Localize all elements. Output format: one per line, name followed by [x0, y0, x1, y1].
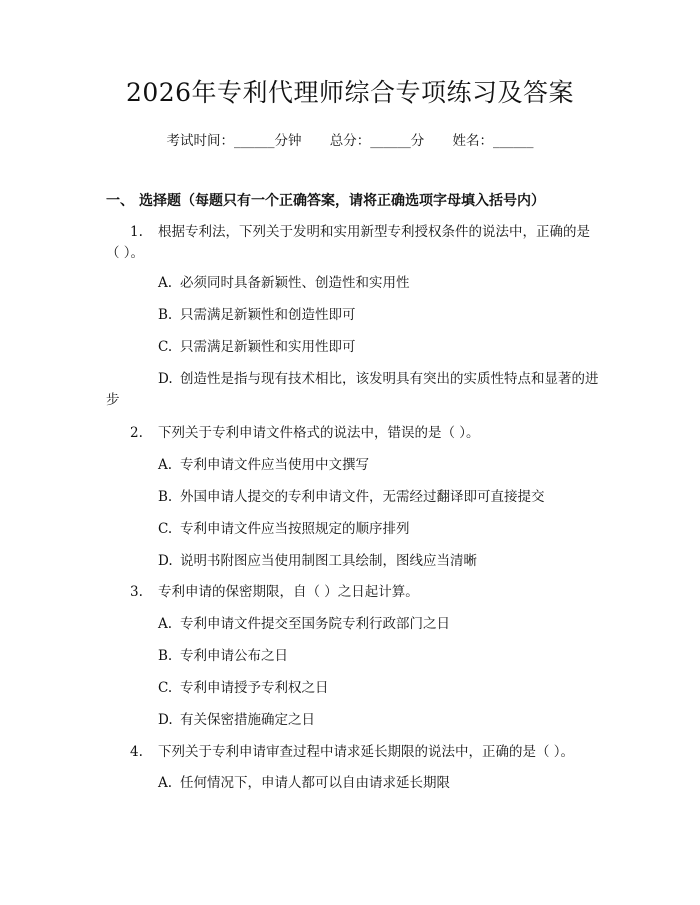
option-3b — [106, 646, 602, 667]
section-title: 选择题（每题只有一个正确答案，请将正确选项字母填入括号内） — [139, 193, 545, 209]
question-4 — [106, 742, 602, 763]
question-text: 下列关于专利申请文件格式的说法中，错误的是（ ）。 — [158, 425, 480, 441]
option-1d — [106, 369, 602, 411]
option-text: 外国申请人提交的专利申请文件，无需经过翻译即可直接提交 — [180, 489, 545, 505]
total-score-field: 总分：______分 — [329, 133, 425, 149]
section-heading — [106, 191, 545, 211]
question-text: 根据专利法，下列关于发明和实用新型专利授权条件的说法中，正确的是（ ）。 — [106, 224, 590, 261]
option-text: 必须同时具备新颖性、创造性和实用性 — [180, 275, 410, 291]
option-letter: A. — [158, 275, 173, 291]
option-letter: B. — [158, 489, 173, 505]
option-letter: D. — [158, 712, 173, 728]
exam-time-field: 考试时间：______分钟 — [166, 133, 302, 149]
option-2d — [106, 551, 602, 572]
option-3d — [106, 710, 602, 731]
option-3c — [106, 678, 602, 699]
exam-info — [0, 131, 700, 151]
option-text: 专利申请授予专利权之日 — [180, 680, 329, 696]
option-letter: D. — [158, 553, 173, 569]
option-text: 说明书附图应当使用制图工具绘制，图线应当清晰 — [180, 553, 477, 569]
option-1c — [106, 337, 602, 358]
option-text: 专利申请文件提交至国务院专利行政部门之日 — [180, 616, 450, 632]
option-text: 创造性是指与现有技术相比，该发明具有突出的实质性特点和显著的进步 — [106, 371, 599, 408]
option-2b — [106, 487, 602, 508]
question-number: 2. — [130, 425, 143, 441]
option-text: 专利申请文件应当按照规定的顺序排列 — [180, 521, 410, 537]
option-letter: C. — [158, 339, 173, 355]
option-text: 只需满足新颖性和实用性即可 — [180, 339, 356, 355]
name-field: 姓名：______ — [452, 133, 534, 149]
option-text: 只需满足新颖性和创造性即可 — [180, 307, 356, 323]
option-letter: A. — [158, 457, 173, 473]
question-1 — [106, 222, 602, 264]
document-title: 2026年专利代理师综合专项练习及答案 — [125, 78, 575, 107]
question-2 — [106, 423, 602, 444]
option-letter: A. — [158, 616, 173, 632]
option-1a — [106, 273, 602, 294]
option-4a — [106, 773, 602, 794]
question-text: 专利申请的保密期限，自（ ）之日起计算。 — [158, 584, 419, 600]
option-text: 有关保密措施确定之日 — [180, 712, 315, 728]
question-3 — [106, 582, 602, 603]
option-text: 专利申请文件应当使用中文撰写 — [180, 457, 369, 473]
option-2a — [106, 455, 602, 476]
question-text: 下列关于专利申请审查过程中请求延长期限的说法中，正确的是（ ）。 — [158, 744, 575, 760]
question-number: 1. — [130, 224, 143, 240]
option-text: 任何情况下，申请人都可以自由请求延长期限 — [180, 775, 450, 791]
question-number: 4. — [130, 744, 143, 760]
question-number: 3. — [130, 584, 143, 600]
option-letter: A. — [158, 775, 173, 791]
option-1b — [106, 305, 602, 326]
option-3a — [106, 614, 602, 635]
section-number: 一、 — [106, 193, 134, 209]
option-letter: C. — [158, 521, 173, 537]
option-letter: B. — [158, 307, 173, 323]
option-2c — [106, 519, 602, 540]
option-letter: B. — [158, 648, 173, 664]
option-letter: C. — [158, 680, 173, 696]
option-letter: D. — [158, 371, 173, 387]
option-text: 专利申请公布之日 — [180, 648, 288, 664]
